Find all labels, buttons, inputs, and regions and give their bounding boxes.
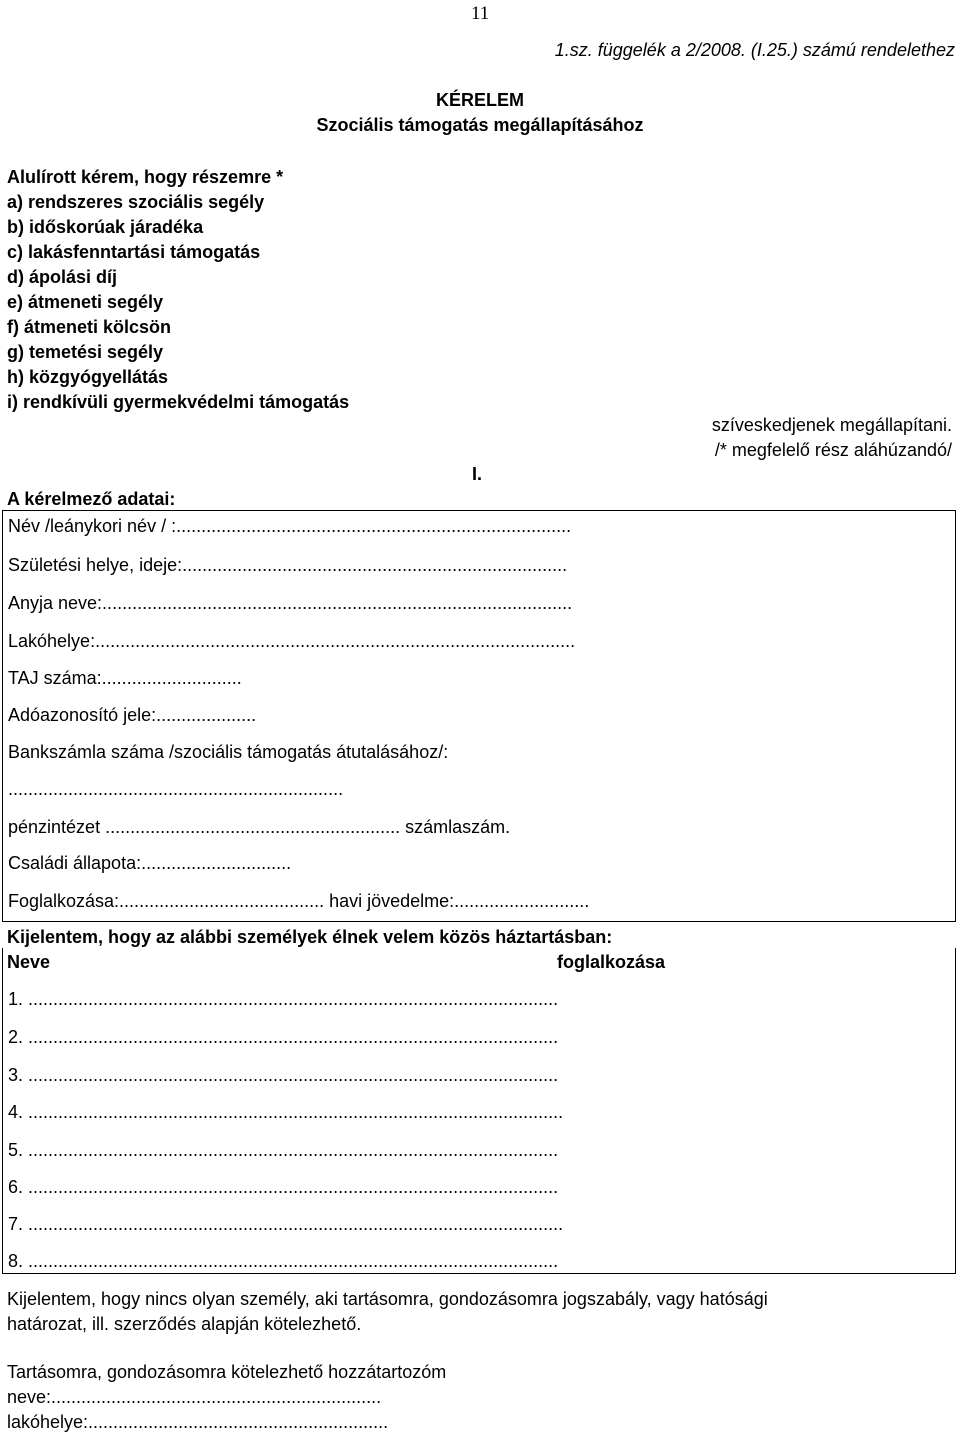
bank-account-field[interactable]: ................................................................... <box>8 779 344 799</box>
relative-name-field[interactable]: neve:.................................................................. <box>7 1387 382 1407</box>
household-row[interactable]: 4. ........................................................................................................... <box>8 1102 564 1122</box>
household-row[interactable]: 1. .......................................................................................................... <box>8 989 559 1009</box>
benefit-option: i) rendkívüli gyermekvédelmi támogatás <box>7 392 350 412</box>
benefit-request-list <box>7 165 349 415</box>
household-col-occupation: foglalkozása <box>557 952 666 972</box>
benefit-option: f) átmeneti kölcsön <box>7 317 172 337</box>
applicant-heading: A kérelmező adatai: <box>7 489 176 509</box>
form-subtitle: Szociális támogatás megállapításához <box>316 115 644 135</box>
marital-status-field[interactable]: Családi állapota:.............................. <box>8 853 292 873</box>
relative-address-field[interactable]: lakóhelye:............................................................ <box>7 1412 389 1432</box>
residence-field[interactable]: Lakóhelye:................................................................................................ <box>8 631 576 651</box>
household-row[interactable]: 3. .......................................................................................................... <box>8 1065 559 1085</box>
household-row[interactable]: 7. ........................................................................................................... <box>8 1214 564 1234</box>
benefit-option: e) átmeneti segély <box>7 292 164 312</box>
birth-place-date-field[interactable]: Születési helye, ideje:............................................................................. <box>8 555 568 575</box>
underline-note: /* megfelelő rész aláhúzandó/ <box>714 440 952 460</box>
occupation-income-field[interactable]: Foglalkozása:......................................... havi jövedelme:........................... <box>8 891 590 911</box>
obligation-statement-line1: Kijelentem, hogy nincs olyan személy, aki tartásomra, gondozásomra jogszabály, vagy hatósági <box>7 1289 768 1309</box>
household-statement: Kijelentem, hogy az alábbi személyek élnek velem közös háztartásban: <box>7 927 613 947</box>
section-number: I. <box>472 464 483 484</box>
mother-name-field[interactable]: Anyja neve:.............................................................................................. <box>8 593 573 613</box>
form-title: KÉRELEM <box>435 90 524 110</box>
benefit-option: a) rendszeres szociális segély <box>7 192 265 212</box>
bank-account-label: Bankszámla száma /szociális támogatás átutalásához/: <box>8 742 449 762</box>
page-number: 11 <box>471 3 490 24</box>
relative-heading: Tartásomra, gondozásomra kötelezhető hozzátartozóm <box>7 1362 447 1382</box>
household-row[interactable]: 5. .......................................................................................................... <box>8 1140 559 1160</box>
request-closing: szíveskedjenek megállapítani. <box>711 415 952 435</box>
household-row[interactable]: 8. .......................................................................................................... <box>8 1251 559 1271</box>
benefit-option: h) közgyógyellátás <box>7 367 169 387</box>
name-field[interactable]: Név /leánykori név / :............................................................................... <box>8 516 572 536</box>
request-closing-block <box>712 413 952 463</box>
household-row[interactable]: 6. .......................................................................................................... <box>8 1177 559 1197</box>
benefit-option: b) időskorúak járadéka <box>7 217 204 237</box>
tax-id-field[interactable]: Adóazonosító jele:.................... <box>8 705 257 725</box>
obligation-statement-line2: határozat, ill. szerződés alapján kötelezhető. <box>7 1314 362 1334</box>
appendix-reference: 1.sz. függelék a 2/2008. (I.25.) számú rendelethez <box>554 40 955 60</box>
request-intro: Alulírott kérem, hogy részemre * <box>7 167 284 187</box>
applicant-data-box <box>2 510 956 922</box>
taj-number-field[interactable]: TAJ száma:............................ <box>8 668 242 688</box>
household-row[interactable]: 2. .......................................................................................................... <box>8 1027 559 1047</box>
household-box <box>2 948 956 1274</box>
household-col-name: Neve <box>7 952 51 972</box>
benefit-option: c) lakásfenntartási támogatás <box>7 242 261 262</box>
bank-institution-field[interactable]: pénzintézet ........................................................... számlaszám. <box>8 817 511 837</box>
benefit-option: d) ápolási díj <box>7 267 118 287</box>
benefit-option: g) temetési segély <box>7 342 164 362</box>
